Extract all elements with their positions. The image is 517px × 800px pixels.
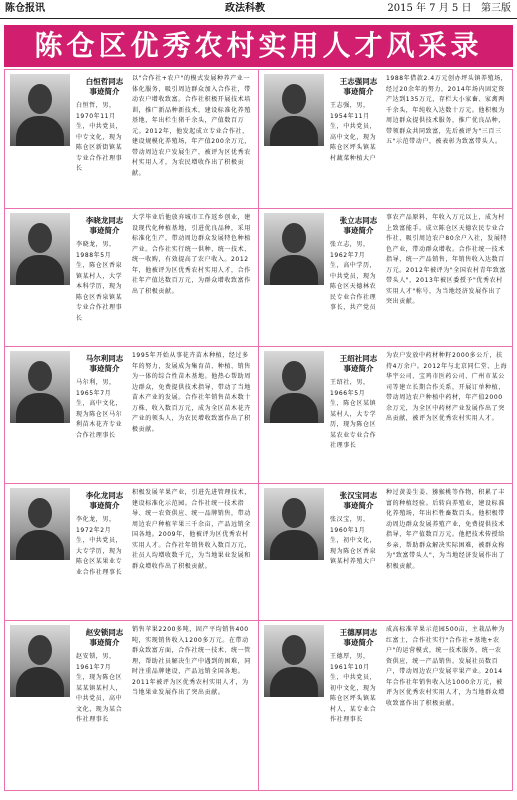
profile-intro: 王志强，男，1954年11月生，中共党员，高中文化，现为陈仓区坪头镇某村蔬菜种植大户 xyxy=(330,102,377,162)
column-divider xyxy=(258,69,259,791)
portrait-photo xyxy=(264,488,324,560)
profile-article xyxy=(260,210,511,345)
profile-intro: 马尔利，男，1965年7月生，高中文化，现为陈仓区马尔利苗木花卉专业合作社理事长 xyxy=(76,379,123,439)
profile-article xyxy=(260,622,511,790)
profile-name: 马尔利同志 事迹简介 xyxy=(85,354,124,373)
portrait-photo xyxy=(264,213,324,285)
issue-date: 2015 年 7 月 5 日 xyxy=(387,3,472,14)
profile-body: 成高标准苹果示范园500亩，主栽品种为红富士，合作社实行"合作社+基地+农户"的运营模式，统一技术服务，统一农资供应，统一产品销售。发展社员数百户，带动周边农户发展苹果产业。2014年合作社年销售收入达1000余万元，被评为区优秀农村实用人才，为当地群众增收致富作出了积极贡献。 xyxy=(386,626,505,707)
profile-article xyxy=(6,348,257,484)
profile-intro: 张汉宝，男，1960年1月生，初中文化，现为陈仓区香泉镇某村养殖大户 xyxy=(330,516,377,565)
profile-article xyxy=(6,71,257,207)
profile-body: 以"合作社+农户"的模式发展种养产业一体化服务，吸引周边群众加入合作社，带动农户增收致富。合作社积极开展技术培训，推广新品种新技术，建设标准化养殖基地，年出栏生猪千余头，产值数百万元。2012年，他发起成立专业合作社，建设规模化养殖场，年产值200余万元，带动周边农户发展生产，被评为区优秀农村实用人才，为农民增收作出了积极贡献。 xyxy=(132,75,251,177)
page-header xyxy=(0,0,517,19)
portrait-photo xyxy=(10,488,70,560)
portrait-body xyxy=(16,530,64,560)
profile-body: 1995年开始从事花卉苗木种植，经过多年的努力，发展成为集育苗、种植、销售为一体的综合性苗木基地。他热心帮助周边群众，免费提供技术指导，带动了当地苗木产业的发展。合作社年销售苗木数十万株，收入数百万元，成为全区苗木花卉产业的领头人，为农民增收致富作出了积极贡献。 xyxy=(132,352,251,433)
profile-article xyxy=(6,485,257,621)
section-name: 政法科教 xyxy=(225,3,265,14)
profile-intro: 赵安锁，男，1961年7月生，现为陈仓区某某镇某村人，中共党员，高中文化，现为某合作社理事长 xyxy=(76,653,123,723)
profile-name: 王德厚同志 事迹简介 xyxy=(339,628,378,647)
portrait-body xyxy=(270,530,318,560)
profile-body: 大学毕业后他放弃城市工作返乡创业，建设现代化种植基地，引进优良品种，采用标准化生产，带动周边群众发展特色种植产业。合作社实行统一供种、统一技术、统一收购，有效提高了农户收入。2012年，他被评为区优秀农村实用人才，合作社年产值达数百万元，为群众增收致富作出了积极贡献。 xyxy=(132,214,251,295)
profile-name: 李晓龙同志 事迹简介 xyxy=(85,216,124,235)
portrait-body xyxy=(270,255,318,285)
portrait-photo xyxy=(264,351,324,423)
portrait-head xyxy=(282,223,306,253)
profile-intro: 王德厚，男，1961年10月生，中共党员，初中文化，现为陈仓区坪头镇某村人，某专业合作社理事长 xyxy=(330,653,377,723)
title-banner xyxy=(4,25,513,67)
newspaper-name: 陈仓报讯 xyxy=(5,3,45,14)
portrait-head xyxy=(282,635,306,665)
portrait-head xyxy=(282,361,306,391)
portrait-photo xyxy=(10,213,70,285)
profile-intro: 王绍社，男，1966年5月生，陈仓区某镇某村人，大专学历，现为陈仓区某农业专业合作社理事长 xyxy=(330,379,377,449)
portrait-photo xyxy=(264,74,324,146)
profile-intro: 李晓龙，男，1988年5月生，陈仓区香泉镇某村人，大学本科学历，现为陈仓区香泉镇某专业合作社理事长 xyxy=(76,241,123,322)
profile-name: 白恒哲同志 事迹简介 xyxy=(85,77,124,96)
row-divider xyxy=(4,208,513,209)
profile-article xyxy=(6,210,257,345)
portrait-head xyxy=(28,223,52,253)
issue-date-page xyxy=(387,0,511,18)
profile-name: 李化龙同志 事迹简介 xyxy=(85,491,124,510)
profile-article xyxy=(6,622,257,790)
profile-name: 张汉宝同志 事迹简介 xyxy=(339,491,378,510)
portrait-photo xyxy=(264,625,324,697)
portrait-head xyxy=(28,498,52,528)
profile-name: 张立志同志 事迹简介 xyxy=(339,216,378,235)
profile-intro: 白恒哲，男，1970年11月生，中共党员，中专文化，现为陈仓区新街镇某专业合作社理事长 xyxy=(76,102,123,172)
portrait-head xyxy=(28,84,52,114)
profile-name: 王志强同志 事迹简介 xyxy=(339,77,378,96)
page-number: 第三版 xyxy=(481,3,511,14)
profile-body: 销售苹果2200多吨，固产平均销售400吨，实现销售收入1200多万元。在带动群众致富方面，合作社统一技术、统一管理，帮助社员解决生产中遇到的困难，同时注重品牌建设，产品远销全国各地。2011年被评为区优秀农村实用人才，为当地果业发展作出了突出贡献。 xyxy=(132,626,251,696)
portrait-head xyxy=(28,361,52,391)
portrait-body xyxy=(16,116,64,146)
portrait-body xyxy=(16,255,64,285)
portrait-body xyxy=(270,116,318,146)
profile-article xyxy=(260,485,511,621)
profile-body: 1988年借款2.4万元创办坪头镇养殖场，经过20余年的努力，2014年场内固定资产达到135万元，存栏大小家畜、家禽两千余头，年纯收入达数十万元。他积极为周边群众提供技术服务，推广优良品种，带领群众共同致富，先后被评为"三百三五"示范带动户，被表彰为致富带头人。 xyxy=(386,75,508,145)
portrait-photo xyxy=(10,625,70,697)
profile-intro: 张立志，男，1962年7月生，高中学历，中共党员，现为陈仓区天德林农民专业合作社理事长，共产党员 xyxy=(330,241,377,311)
profile-body: 为农户发放中药材种籽2000多公斤，扶持4万余户。2012年与北京同仁堂、上海华宇公司、宝鸡市医药公司、广州市某公司等建立长期合作关系，开展订单种植，带动周边农户种植中药材，年产值2000余万元，为全区中药材产业发展作出了突出贡献，被评为区优秀农村实用人才。 xyxy=(386,352,508,422)
portrait-photo xyxy=(10,74,70,146)
row-divider xyxy=(4,346,513,347)
portrait-body xyxy=(270,393,318,423)
portrait-body xyxy=(270,667,318,697)
profile-article xyxy=(260,348,511,484)
portrait-head xyxy=(28,635,52,665)
profile-body: 积极发展苹果产业，引进先进管理技术，建设标准化示范园。合作社统一技术指导、统一农资供应、统一品牌销售，带动周边农户种植苹果三千余亩，产品远销全国各地。2009年，他被评为区优秀农村实用人才。合作社年销售收入数百万元，社员人均增收数千元，为当地果业发展和群众增收作出了积极贡献。 xyxy=(132,489,251,570)
profile-name: 王绍社同志 事迹简介 xyxy=(339,354,378,373)
profile-intro: 李化龙，男，1972年2月生，中共党员，大专学历，现为陈仓区某果业专业合作社理事长 xyxy=(76,516,123,576)
portrait-head xyxy=(282,84,306,114)
portrait-body xyxy=(16,667,64,697)
portrait-photo xyxy=(10,351,70,423)
portrait-body xyxy=(16,393,64,423)
portrait-head xyxy=(282,498,306,528)
profile-name: 赵安锁同志 事迹简介 xyxy=(85,628,124,647)
profile-body: 事农产品原料，年收入万元以上，成为村上致富能手。成立陈仓区天德农民专业合作社，吸引周边农户80余户入社，发展特色产业，带动群众增收。合作社统一技术指导，统一产品销售，年销售收入达数百万元。2012年被评为"全国农村青年致富带头人"，2013年被区委授予"优秀农村实用人才"称号，为当地经济发展作出了突出贡献。 xyxy=(386,214,508,305)
profile-article xyxy=(260,71,511,207)
profile-body: 种过黄姜生姜、猕猴桃等作物，积累了丰富的种植经验。后转向养殖业，建设标准化养殖场，年出栏牲畜数百头。他积极带动周边群众发展养殖产业，免费提供技术指导，年产值数百万元。他把技术传授给乡亲，帮助群众解决实际困难，被群众称为"致富带头人"，为当地经济发展作出了积极贡献。 xyxy=(386,489,505,570)
page-title: 陈仓区优秀农村实用人才风采录 xyxy=(34,29,483,62)
